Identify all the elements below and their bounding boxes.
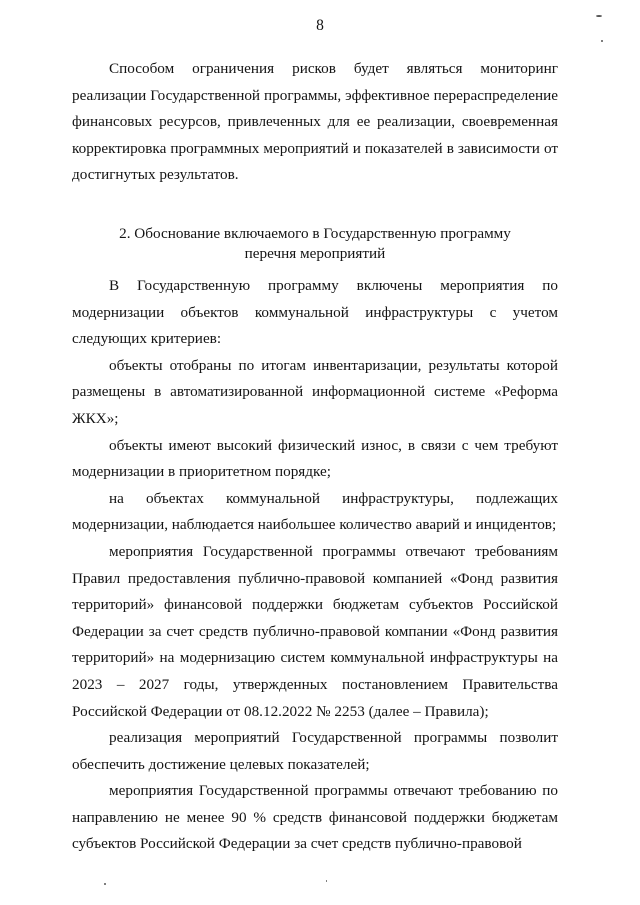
- scan-speck: [601, 40, 603, 42]
- paragraph: мероприятия Государственной программы отвечают требованиям Правил предоставления публично-правовой компанией «Фонд развития территорий» финансовой поддержки бюджетам субъектов Российской Федерации за счет средств публично-правовой компании «Фонд развития территорий» на модернизацию систем коммунальной инфраструктуры на 2023 – 2027 годы, утвержденных постановлением Правительства Российской Федерации от 08.12.2022 № 2253 (далее – Правила);: [72, 542, 558, 720]
- paragraph: объекты имеют высокий физический износ, в связи с чем требуют модернизации в приоритетном порядке;: [72, 436, 558, 481]
- paragraph: реализация мероприятий Государственной программы позволит обеспечить достижение целевых показателей;: [72, 729, 558, 773]
- criteria-paragraph-block: [72, 273, 558, 858]
- heading-line-2: перечня мероприятий: [244, 245, 386, 262]
- scan-speck: [596, 15, 602, 17]
- scan-speck: [104, 883, 106, 885]
- paragraph: на объектах коммунальной инфраструктуры, подлежащих модернизации, наблюдается наибольшее количество аварий и инцидентов;: [72, 489, 558, 534]
- page-number: 8: [316, 17, 324, 34]
- heading-line-1: 2. Обоснование включаемого в Государственную программу: [119, 225, 511, 242]
- section-heading: [72, 224, 558, 264]
- paragraph: мероприятия Государственной программы отвечают требованию по направлению не менее 90 % средств финансовой поддержки бюджетам субъектов Российской Федерации за счет средств публично-правовой: [72, 782, 558, 853]
- risk-paragraph-block: [72, 56, 558, 189]
- paragraph: Способом ограничения рисков будет являться мониторинг реализации Государственной программы, эффективное перераспределение финансовых ресурсов, привлеченных для ее реализации, своевременная корректировка программных мероприятий и показателей в зависимости от достигнутых результатов.: [72, 60, 558, 184]
- paragraph: В Государственную программу включены мероприятия по модернизации объектов коммунальной инфраструктуры с учетом следующих критериев:: [72, 277, 558, 348]
- scan-speck: [326, 880, 327, 882]
- paragraph: объекты отобраны по итогам инвентаризации, результаты которой размещены в автоматизированной информационной системе «Реформа ЖКХ»;: [72, 356, 558, 427]
